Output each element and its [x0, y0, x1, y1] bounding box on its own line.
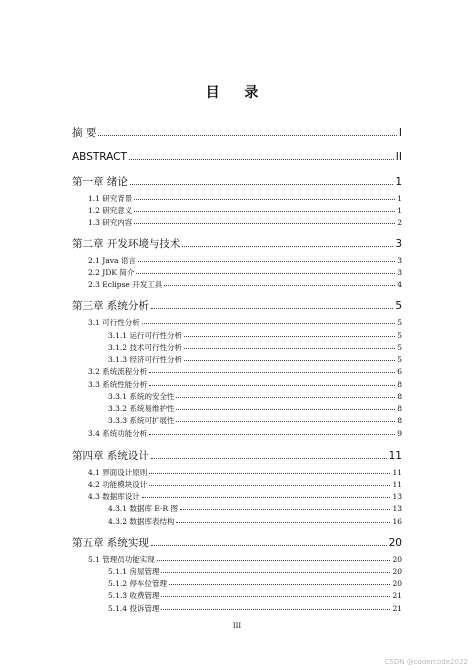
toc-leader-dots — [98, 135, 397, 136]
toc-entry-title: 3.3.1 系统的安全性 — [108, 392, 175, 401]
toc-entry-title: 2.1 Java 语言 — [88, 256, 136, 265]
toc-entry-page: 20 — [388, 537, 402, 549]
toc-leader-dots — [176, 522, 390, 523]
toc-entry-page: 5 — [397, 318, 402, 327]
toc-entry-page: 21 — [392, 591, 402, 600]
toc-leader-dots — [149, 473, 390, 474]
toc-entry-title: 1.2 研究意义 — [88, 206, 133, 215]
toc-leader-dots — [169, 584, 390, 585]
toc-section-entry[interactable] — [88, 368, 402, 376]
toc-entry-page: 6 — [397, 367, 402, 376]
toc-entry-page: 3 — [395, 238, 402, 250]
toc-leader-dots — [151, 545, 387, 546]
toc-entry-title: 5.1 管理员功能实现 — [88, 555, 155, 564]
toc-section-entry[interactable] — [108, 405, 402, 413]
toc-section-entry[interactable] — [108, 568, 402, 576]
toc-entry-title: 2.2 JDK 简介 — [88, 268, 135, 277]
toc-section-entry[interactable] — [88, 195, 402, 203]
toc-chapter-entry[interactable] — [72, 128, 402, 139]
toc-entry-title: 第三章 系统分析 — [72, 300, 149, 312]
toc-section-entry[interactable] — [108, 332, 402, 340]
toc-leader-dots — [157, 560, 391, 561]
toc-entry-page: 13 — [392, 504, 402, 513]
toc-entry-page: 4 — [397, 280, 402, 289]
toc-entry-title: 4.3 数据库设计 — [88, 492, 140, 501]
toc-entry-page: II — [395, 151, 402, 163]
toc-entry-page: 8 — [397, 380, 402, 389]
toc-entry-title: 3.1.1 运行可行性分析 — [108, 331, 182, 340]
toc-entry-title: 第一章 绪论 — [72, 176, 128, 188]
toc-entry-title: 5.1.3 收费管理 — [108, 591, 160, 600]
toc-entry-page: 8 — [397, 416, 402, 425]
toc-section-entry[interactable] — [88, 281, 402, 289]
toc-entry-title: 4.3.2 数据库表结构 — [108, 517, 175, 526]
toc-leader-dots — [138, 261, 395, 262]
toc-entry-title: 2.3 Eclipse 开发工具 — [88, 280, 163, 289]
toc-entry-title: 3.1.3 经济可行性分析 — [108, 355, 182, 364]
toc-section-entry[interactable] — [88, 257, 402, 265]
toc-section-entry[interactable] — [88, 481, 402, 489]
toc-entry-title: 4.2 功能模块设计 — [88, 480, 148, 489]
toc-entry-page: 5 — [395, 300, 402, 312]
toc-entry-page: 13 — [392, 492, 402, 501]
toc-entry-title: 3.3.2 系统易维护性 — [108, 404, 175, 413]
toc-entry-title: ABSTRACT — [72, 151, 127, 163]
toc-section-entry[interactable] — [108, 592, 402, 600]
toc-entry-page: 8 — [397, 392, 402, 401]
toc-entry-page: 9 — [397, 429, 402, 438]
toc-entry-title: 第五章 系统实现 — [72, 537, 149, 549]
toc-leader-dots — [164, 285, 395, 286]
toc-entry-title: 3.3 系统性能分析 — [88, 380, 148, 389]
toc-leader-dots — [182, 246, 393, 247]
toc-section-entry[interactable] — [88, 493, 402, 501]
toc-entry-title: 5.1.1 房屋管理 — [108, 567, 160, 576]
toc-entry-page: 5 — [397, 355, 402, 364]
toc-entry-page: 11 — [392, 480, 402, 489]
toc-entry-page: 2 — [397, 218, 402, 227]
toc-section-entry[interactable] — [108, 505, 402, 513]
page-title: 目 录 — [205, 85, 269, 101]
toc-chapter-entry[interactable] — [72, 239, 402, 250]
toc-entry-title: 3.3.3 系统可扩展性 — [108, 416, 175, 425]
toc-entry-page: 20 — [392, 567, 402, 576]
toc-chapter-entry[interactable] — [72, 538, 402, 549]
toc-leader-dots — [134, 199, 395, 200]
toc-entry-page: 20 — [392, 555, 402, 564]
page-number: III — [232, 622, 242, 630]
toc-entry-page: 11 — [392, 468, 402, 477]
toc-entry-title: 第二章 开发环境与技术 — [72, 238, 181, 250]
toc-entry-title: 3.1 可行性分析 — [88, 318, 140, 327]
watermark: CSDN @codercode2022 — [384, 658, 468, 666]
toc-entry-page: 11 — [388, 450, 402, 462]
toc-leader-dots — [180, 509, 390, 510]
toc-section-entry[interactable] — [88, 469, 402, 477]
toc-leader-dots — [176, 421, 395, 422]
toc-entry-page: 1 — [397, 194, 402, 203]
toc-entry-title: 摘 要 — [72, 127, 97, 139]
toc-entry-title: 1.1 研究背景 — [88, 194, 133, 203]
toc-entry-page: 3 — [397, 256, 402, 265]
toc-section-entry[interactable] — [88, 319, 402, 327]
toc-chapter-entry[interactable] — [72, 177, 402, 188]
toc-leader-dots — [184, 360, 395, 361]
toc-chapter-entry[interactable] — [72, 451, 402, 462]
toc-section-entry[interactable] — [88, 556, 402, 564]
toc-entry-title: 4.3.1 数据库 E-R 图 — [108, 504, 179, 513]
toc-leader-dots — [161, 572, 390, 573]
toc-section-entry[interactable] — [108, 393, 402, 401]
toc-entry-page: 3 — [397, 268, 402, 277]
toc-leader-dots — [134, 223, 395, 224]
toc-entry-title: 5.1.2 停车位管理 — [108, 579, 167, 588]
toc-entry-page: 16 — [392, 517, 402, 526]
toc-chapter-entry[interactable] — [72, 152, 402, 163]
toc-section-entry[interactable] — [108, 580, 402, 588]
toc-leader-dots — [151, 458, 387, 459]
toc-leader-dots — [149, 385, 395, 386]
toc-section-entry[interactable] — [108, 417, 402, 425]
toc-leader-dots — [184, 348, 395, 349]
toc-entry-title: 3.4 系统功能分析 — [88, 429, 148, 438]
toc-section-entry[interactable] — [108, 344, 402, 352]
toc-leader-dots — [136, 273, 395, 274]
toc-entry-page: 1 — [395, 176, 402, 188]
toc-entry-page: 8 — [397, 404, 402, 413]
toc-leader-dots — [161, 609, 390, 610]
toc-leader-dots — [149, 434, 395, 435]
toc-chapter-entry[interactable] — [72, 301, 402, 312]
toc-section-entry[interactable] — [88, 381, 402, 389]
toc-entry-title: 1.3 研究内容 — [88, 218, 133, 227]
toc-leader-dots — [129, 159, 394, 160]
toc-entry-page: 5 — [397, 331, 402, 340]
toc-entry-page: I — [398, 127, 402, 139]
toc-leader-dots — [184, 336, 395, 337]
toc-section-entry[interactable] — [88, 219, 402, 227]
toc-section-entry[interactable] — [108, 605, 402, 613]
toc-entry-page: 21 — [392, 604, 402, 613]
toc-section-entry[interactable] — [88, 207, 402, 215]
toc-leader-dots — [161, 596, 390, 597]
toc-leader-dots — [142, 497, 391, 498]
toc-entry-title: 3.1.2 技术可行性分析 — [108, 343, 182, 352]
toc-section-entry[interactable] — [108, 356, 402, 364]
toc-section-entry[interactable] — [88, 430, 402, 438]
toc-leader-dots — [149, 372, 395, 373]
toc-leader-dots — [130, 184, 393, 185]
toc-section-entry[interactable] — [108, 518, 402, 526]
toc-leader-dots — [176, 409, 395, 410]
toc-entry-page: 1 — [397, 206, 402, 215]
toc-leader-dots — [149, 485, 390, 486]
toc-entry-page: 20 — [392, 579, 402, 588]
toc-leader-dots — [134, 211, 395, 212]
toc-entry-title: 5.1.4 投诉管理 — [108, 604, 160, 613]
toc-section-entry[interactable] — [88, 269, 402, 277]
toc-entry-title: 第四章 系统设计 — [72, 450, 149, 462]
toc-leader-dots — [151, 308, 393, 309]
toc-entry-page: 5 — [397, 343, 402, 352]
toc-entry-title: 3.2 系统流程分析 — [88, 367, 148, 376]
toc-leader-dots — [142, 323, 395, 324]
toc-entry-title: 4.1 界面设计原则 — [88, 468, 148, 477]
toc-leader-dots — [176, 397, 395, 398]
